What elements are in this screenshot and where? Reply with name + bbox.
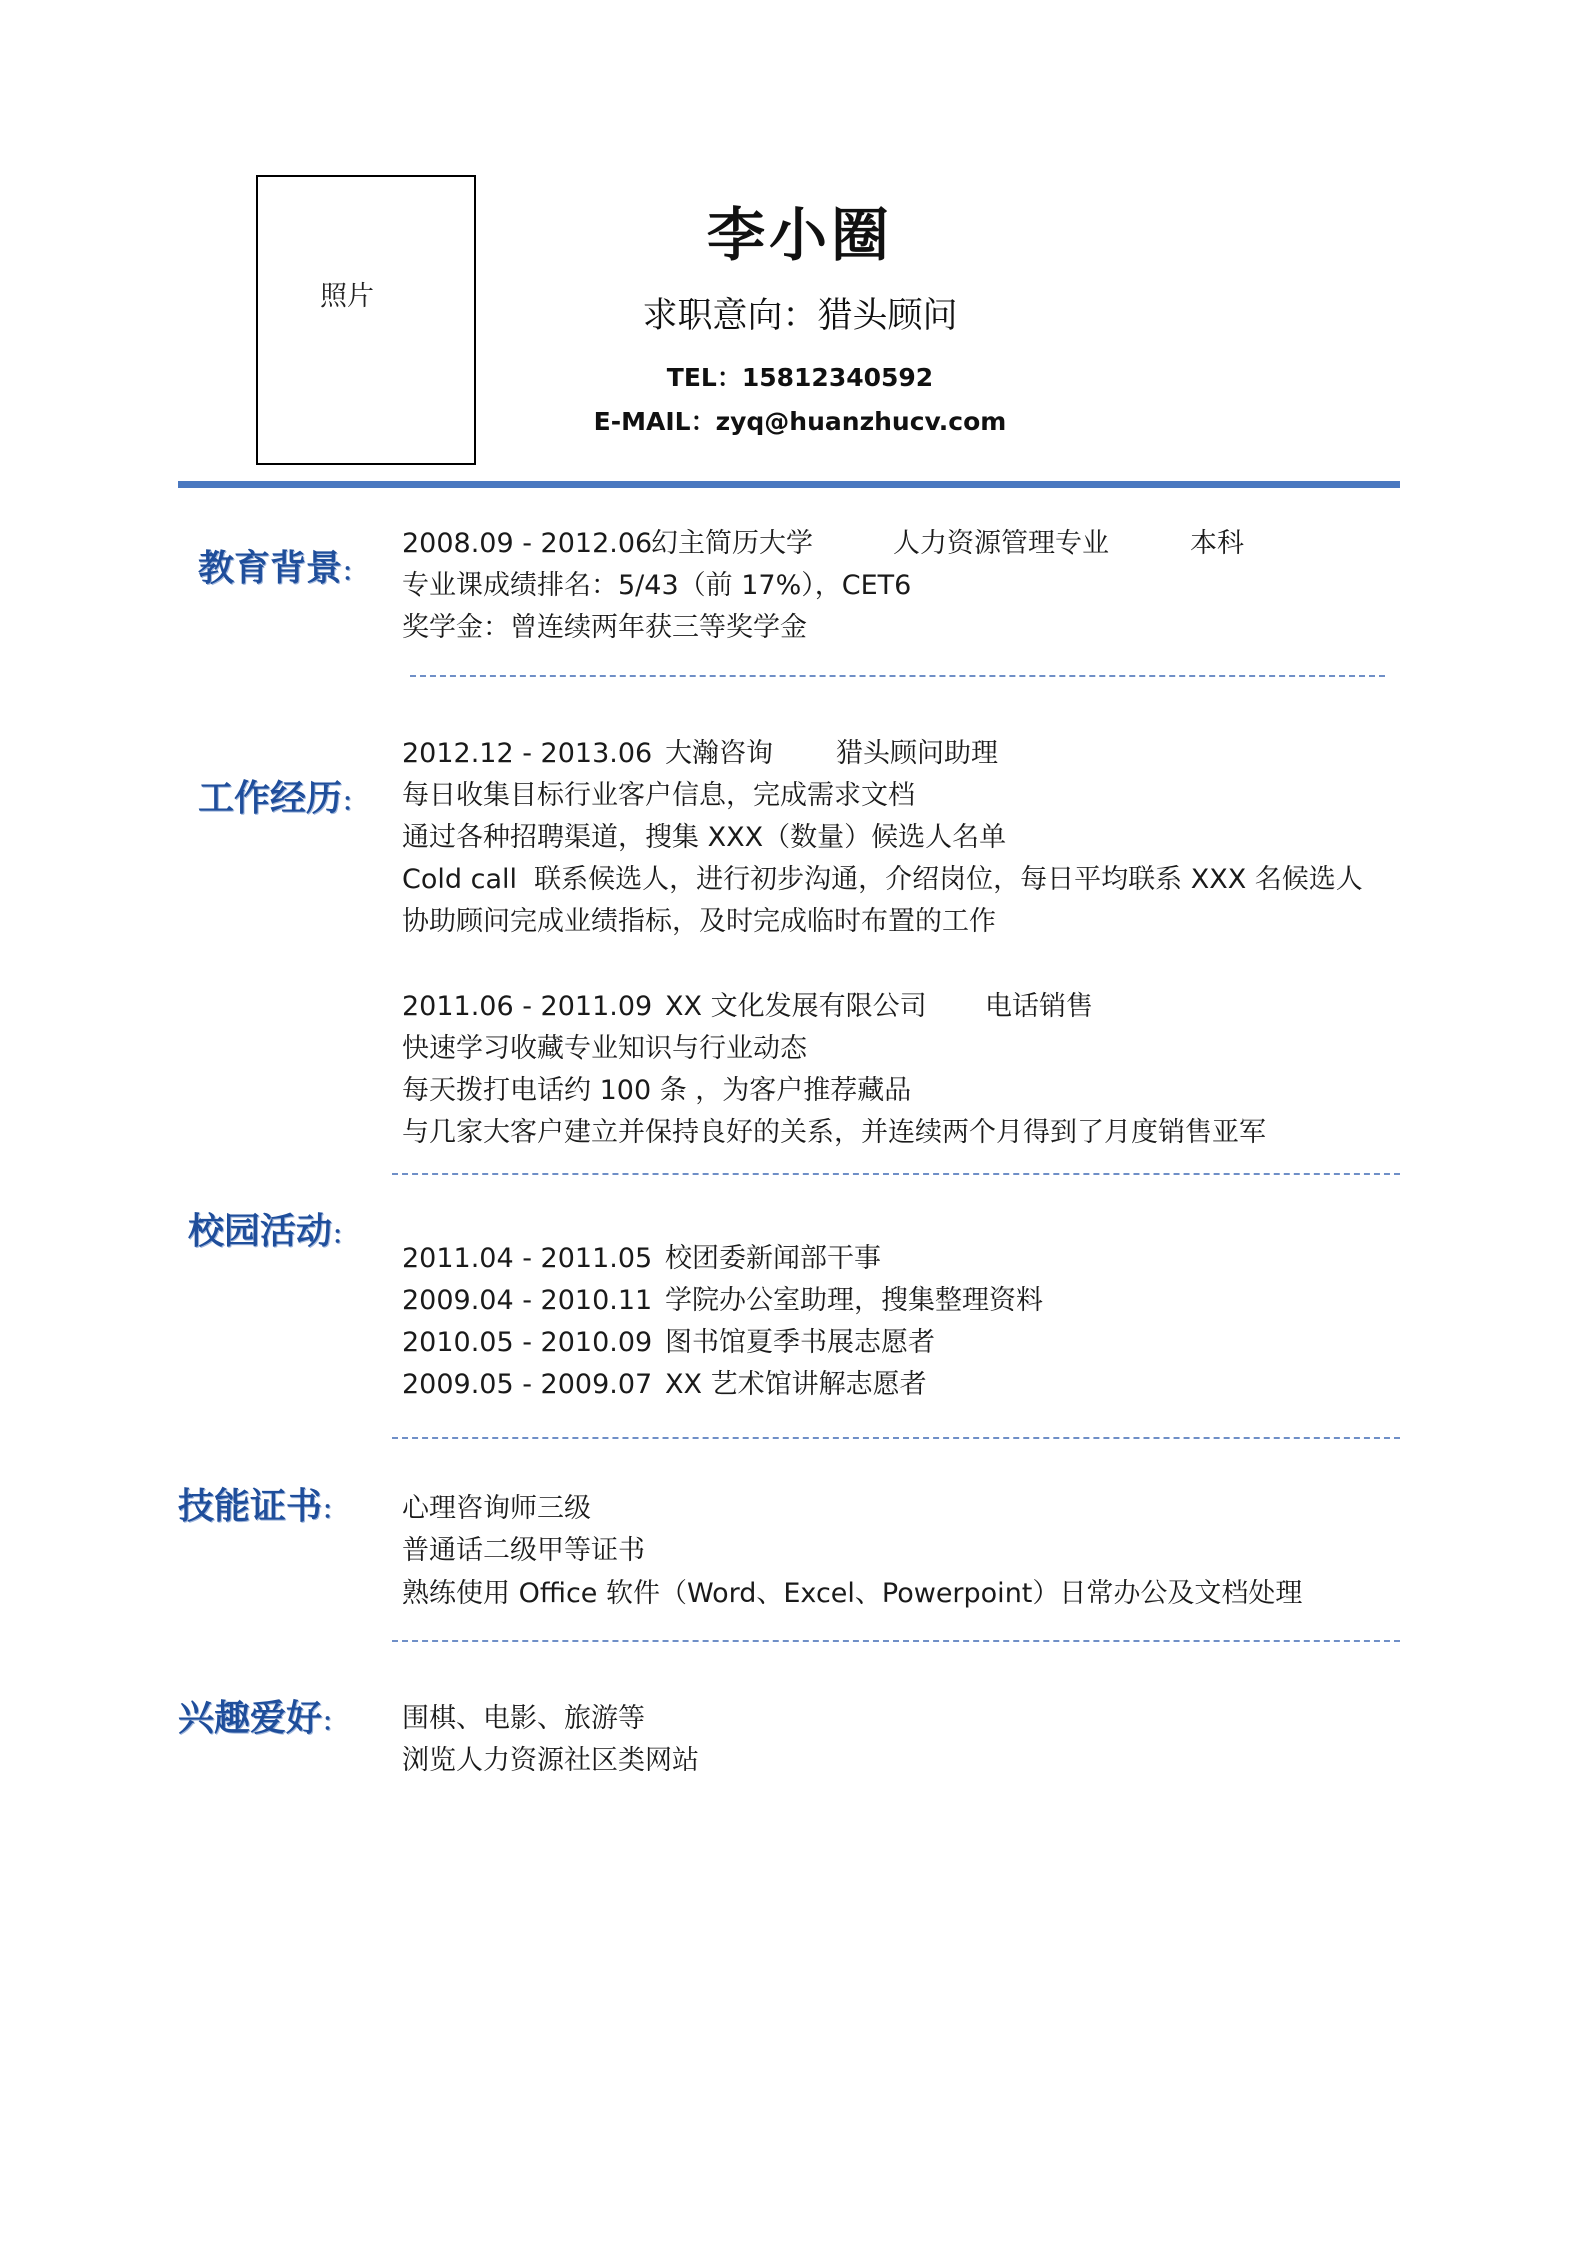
campus-period: 2009.05 - 2009.07: [402, 1369, 653, 1400]
list-item: 每天拨打电话约 100 条 ，为客户推荐藏品: [402, 1075, 912, 1106]
contact-email: E-MAIL：zyq@huanzhucv.com: [593, 407, 1007, 436]
education-major: 人力资源管理专业: [893, 528, 1109, 559]
campus-desc: 图书馆夏季书展志愿者: [665, 1327, 935, 1358]
list-item: 每日收集目标行业客户信息，完成需求文档: [402, 780, 915, 811]
education-period: 2008.09 - 2012.06: [402, 528, 653, 559]
campus-desc: 学院办公室助理，搜集整理资料: [665, 1285, 1043, 1316]
divider-campus: [392, 1437, 1400, 1439]
list-item: 普通话二级甲等证书: [402, 1535, 645, 1566]
divider-skills: [392, 1640, 1400, 1642]
job-objective: 求职意向：猎头顾问: [642, 296, 958, 336]
contact-tel: TEL：15812340592: [666, 363, 934, 392]
campus-desc: XX 艺术馆讲解志愿者: [665, 1369, 927, 1400]
section-title-skills: 技能证书：: [178, 1485, 347, 1527]
section-title-work: 工作经历：: [198, 777, 367, 819]
list-item: 浏览人力资源社区类网站: [402, 1745, 699, 1776]
section-title-education: 教育背景：: [198, 547, 367, 589]
education-scholarship: 奖学金：曾连续两年获三等奖学金: [402, 612, 807, 643]
list-item: 与几家大客户建立并保持良好的关系，并连续两个月得到了月度销售亚军: [402, 1117, 1266, 1148]
job2-role: 电话销售: [985, 991, 1093, 1022]
job1-role: 猎头顾问助理: [836, 738, 998, 769]
list-item: 围棋、电影、旅游等: [402, 1703, 645, 1734]
job1-company: 大瀚咨询: [665, 738, 773, 769]
candidate-name: 李小圈: [706, 201, 893, 269]
list-item: Cold call 联系候选人，进行初步沟通，介绍岗位，每日平均联系 XXX 名候选人: [402, 864, 1363, 895]
job1-period: 2012.12 - 2013.06: [402, 738, 653, 769]
photo-placeholder: [256, 175, 476, 465]
campus-desc: 校团委新闻部干事: [665, 1243, 881, 1274]
header-divider: [178, 481, 1400, 488]
photo-label: 照片: [320, 281, 374, 312]
campus-period: 2009.04 - 2010.11: [402, 1285, 653, 1316]
education-school: 幻主简历大学: [651, 528, 813, 559]
list-item: 协助顾问完成业绩指标，及时完成临时布置的工作: [402, 906, 996, 937]
list-item: 快速学习收藏专业知识与行业动态: [402, 1033, 807, 1064]
campus-period: 2011.04 - 2011.05: [402, 1243, 653, 1274]
list-item: 心理咨询师三级: [402, 1493, 591, 1524]
campus-period: 2010.05 - 2010.09: [402, 1327, 653, 1358]
list-item: 通过各种招聘渠道，搜集 XXX（数量）候选人名单: [402, 822, 1007, 853]
divider-education: [410, 675, 1385, 677]
divider-work: [392, 1173, 1400, 1175]
education-rank: 专业课成绩排名：5/43（前 17%），CET6: [402, 570, 912, 601]
list-item: 熟练使用 Office 软件（Word、Excel、Powerpoint）日常办公及文档处理: [402, 1578, 1303, 1609]
section-title-campus: 校园活动：: [188, 1210, 357, 1252]
section-title-hobbies: 兴趣爱好：: [178, 1697, 347, 1739]
job2-company: XX 文化发展有限公司: [665, 991, 927, 1022]
job2-period: 2011.06 - 2011.09: [402, 991, 653, 1022]
education-degree: 本科: [1190, 528, 1244, 559]
